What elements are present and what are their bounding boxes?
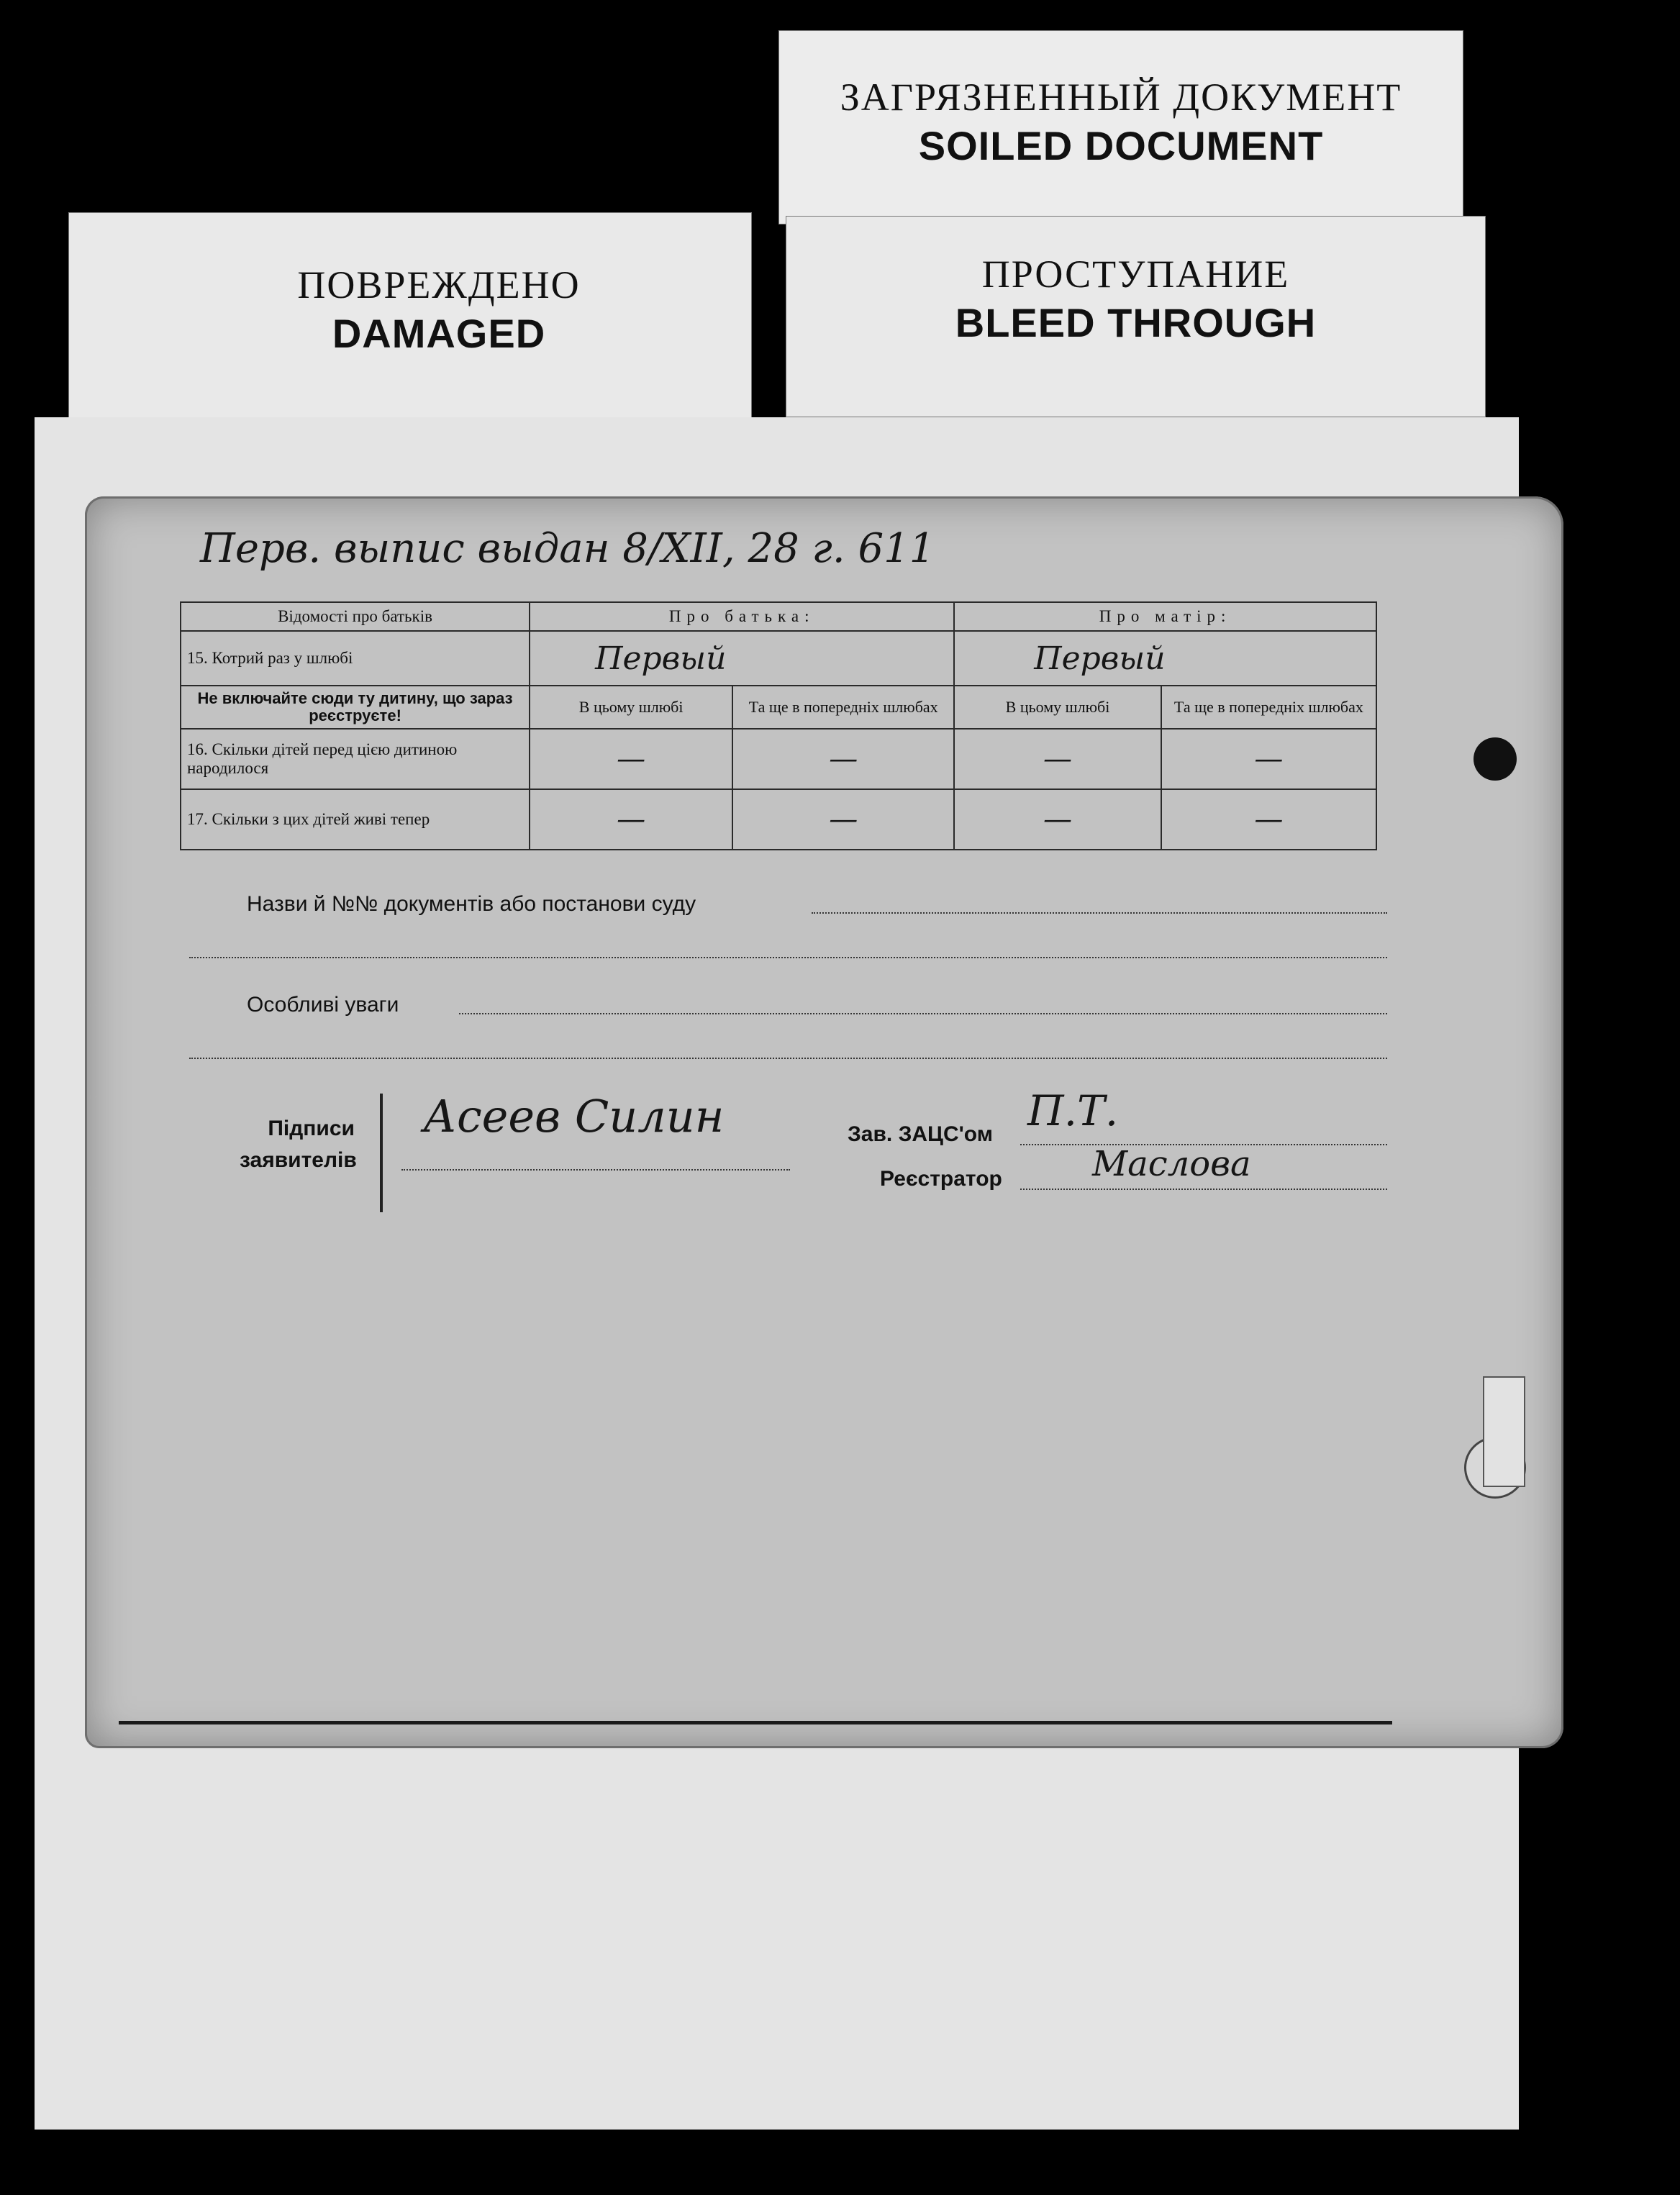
documents-dotted-line-2 <box>189 957 1387 958</box>
registry-form-sheet <box>85 496 1563 1748</box>
handwritten-issue-note: Перв. выпис выдан 8/XII, 28 г. 611 <box>200 525 935 572</box>
soiled-document-card <box>778 30 1463 224</box>
row16-value-1: — <box>530 729 732 789</box>
registrar-signature: Маслова <box>1092 1144 1251 1184</box>
notes-dotted-line-2 <box>189 1058 1387 1059</box>
row17-value-3: — <box>954 789 1161 850</box>
row16-label: 16. Скільки дітей перед цією дитиною народилося <box>181 729 530 789</box>
bottom-rule <box>119 1721 1392 1724</box>
registrar-label: Реєстратор <box>880 1167 1002 1191</box>
ink-blot <box>1474 737 1517 781</box>
sub-father-previous: Та ще в попередніх шлюбах <box>732 686 954 729</box>
head-label: Зав. ЗАЦС'ом <box>848 1122 993 1146</box>
applicant-dotted-line <box>401 1169 790 1171</box>
row15-mother-value: Первый <box>1034 640 1166 677</box>
parents-info-table <box>180 601 1377 850</box>
row17-value-1: — <box>530 789 732 850</box>
bleed-en-label: BLEED THROUGH <box>955 300 1317 345</box>
row17-value-4: — <box>1161 789 1376 850</box>
table-header-father: Про батька: <box>530 602 954 631</box>
row16-value-4: — <box>1161 729 1376 789</box>
sub-mother-this-marriage: В цьому шлюбі <box>954 686 1161 729</box>
row16-value-3: — <box>954 729 1161 789</box>
signature-brace <box>380 1094 399 1212</box>
bleed-ru-label: ПРОСТУПАНИЕ <box>981 253 1290 296</box>
notes-dotted-line <box>459 1013 1387 1014</box>
applicant-signature: Асеев Силин <box>423 1090 725 1142</box>
table-header-info: Відомості про батьків <box>181 602 530 631</box>
paper-tab <box>1484 1378 1524 1486</box>
row16-value-2: — <box>732 729 954 789</box>
table-header-mother: Про матір: <box>954 602 1376 631</box>
sub-father-this-marriage: В цьому шлюбі <box>530 686 732 729</box>
documents-dotted-line <box>812 912 1387 914</box>
signatures-label-1: Підписи <box>268 1117 355 1140</box>
row17-label: 17. Скільки з цих дітей живі тепер <box>181 789 530 850</box>
registrar-dotted-line <box>1020 1189 1387 1190</box>
row15-father-value: Первый <box>595 640 727 677</box>
documents-label: Назви й №№ документів або постанови суду <box>247 892 696 916</box>
signatures-label-2: заявителів <box>240 1148 357 1172</box>
damaged-card <box>68 212 752 421</box>
exclude-child-note: Не включайте сюди ту дитину, що зараз реєструєте! <box>181 686 530 729</box>
damaged-ru-label: ПОВРЕЖДЕНО <box>297 263 581 306</box>
soiled-en-label: SOILED DOCUMENT <box>918 123 1324 168</box>
notes-label: Особливі уваги <box>247 993 399 1017</box>
sub-mother-previous: Та ще в попередніх шлюбах <box>1161 686 1376 729</box>
row15-label: 15. Котрий раз у шлюбі <box>181 631 530 686</box>
row17-value-2: — <box>732 789 954 850</box>
bleed-through-card <box>786 216 1486 417</box>
soiled-ru-label: ЗАГРЯЗНЕННЫЙ ДОКУМЕНТ <box>840 76 1402 119</box>
damaged-en-label: DAMAGED <box>332 311 546 356</box>
head-signature: П.Т. <box>1027 1086 1119 1135</box>
